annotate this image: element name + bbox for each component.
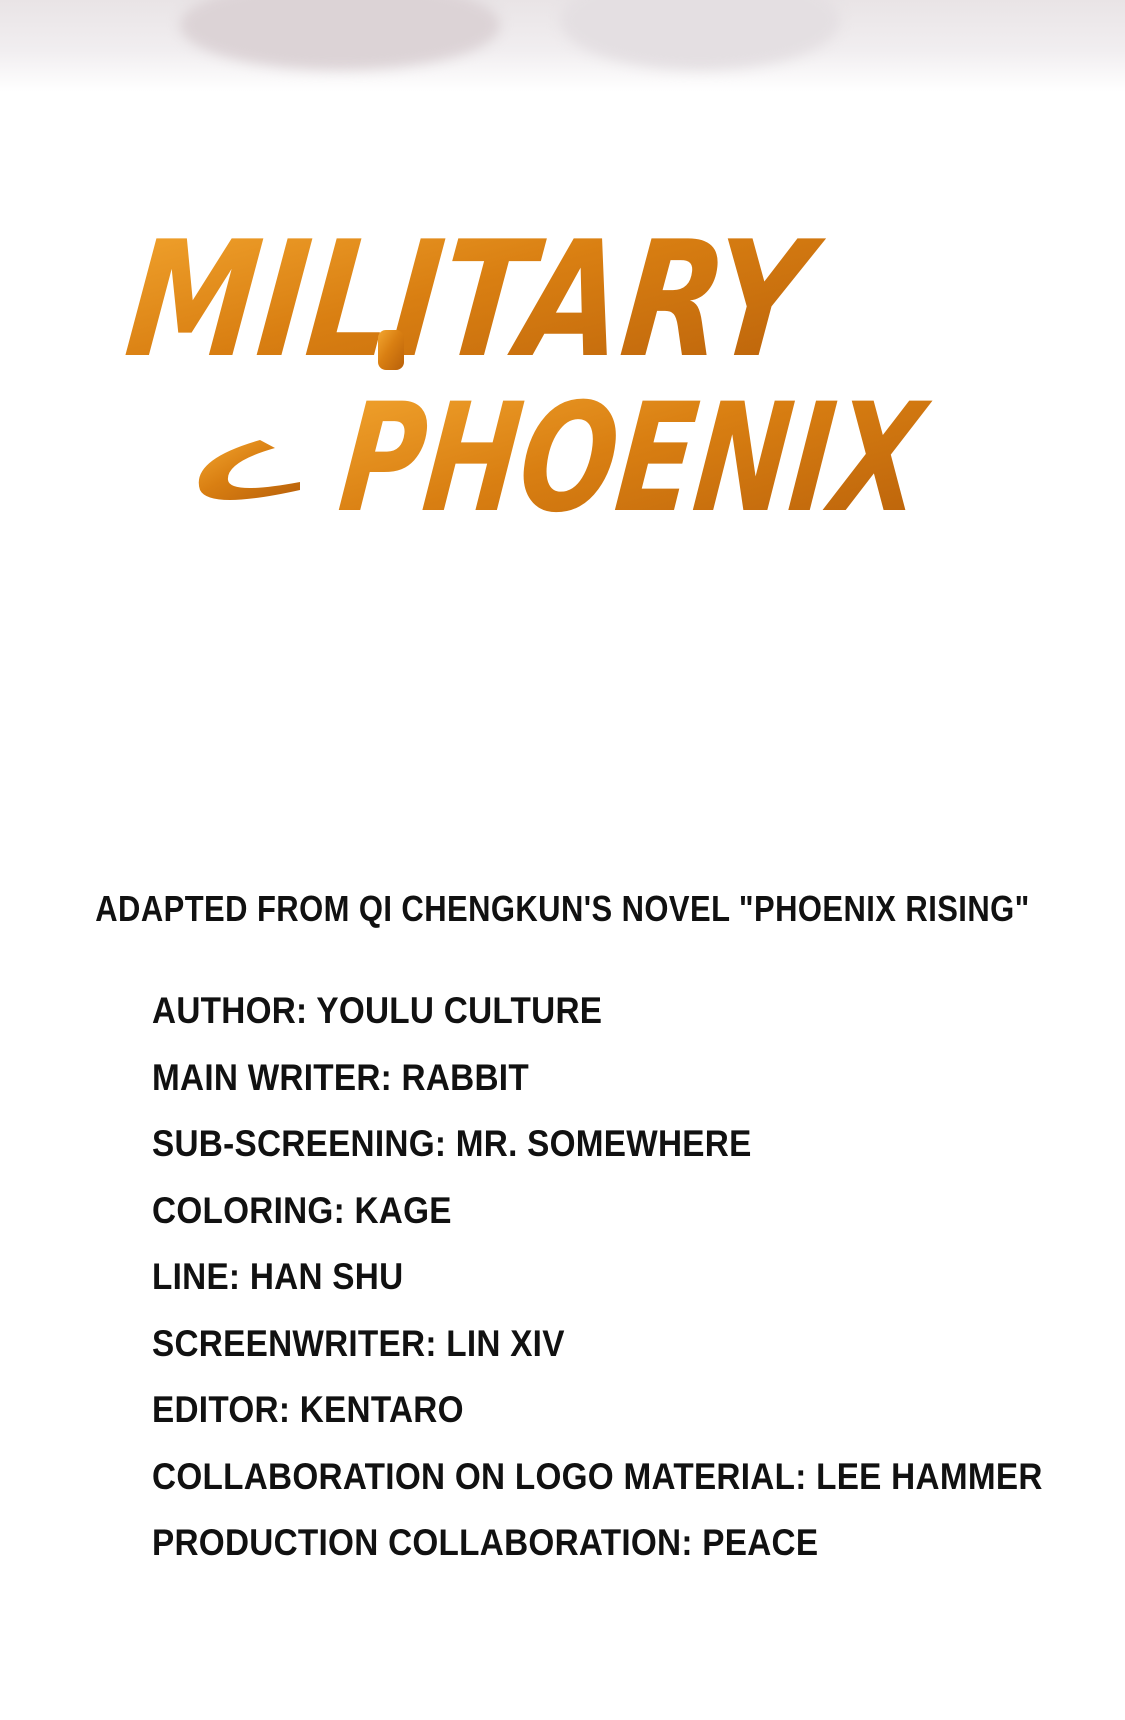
credit-main-writer: MAIN WRITER: RABBIT	[152, 1056, 529, 1098]
logo-line-military: MILITARY	[118, 206, 964, 393]
logo-swoosh	[199, 440, 300, 500]
logo-line-phoenix: PHOENIX	[332, 371, 1114, 546]
credit-coloring: COLORING: KAGE	[152, 1189, 452, 1231]
top-art-strip	[0, 0, 1125, 92]
adaptation-credit: ADAPTED FROM QI CHENGKUN'S NOVEL "PHOENIX RISING"	[95, 888, 1030, 929]
credit-sub-screening: SUB-SCREENING: MR. SOMEWHERE	[152, 1123, 752, 1164]
credit-author: AUTHOR: YOULU CULTURE	[152, 990, 603, 1031]
credit-production: PRODUCTION COLLABORATION: PEACE	[152, 1522, 819, 1563]
credit-screenwriter: SCREENWRITER: LIN XIV	[152, 1322, 565, 1364]
logo-bullet	[378, 330, 404, 370]
credit-line: LINE: HAN SHU	[152, 1256, 404, 1297]
credit-editor: EDITOR: KENTARO	[152, 1389, 464, 1430]
credit-logo-material: COLLABORATION ON LOGO MATERIAL: LEE HAMMER	[152, 1455, 1043, 1497]
series-logo	[118, 190, 1114, 560]
credits-list	[152, 990, 1102, 1589]
